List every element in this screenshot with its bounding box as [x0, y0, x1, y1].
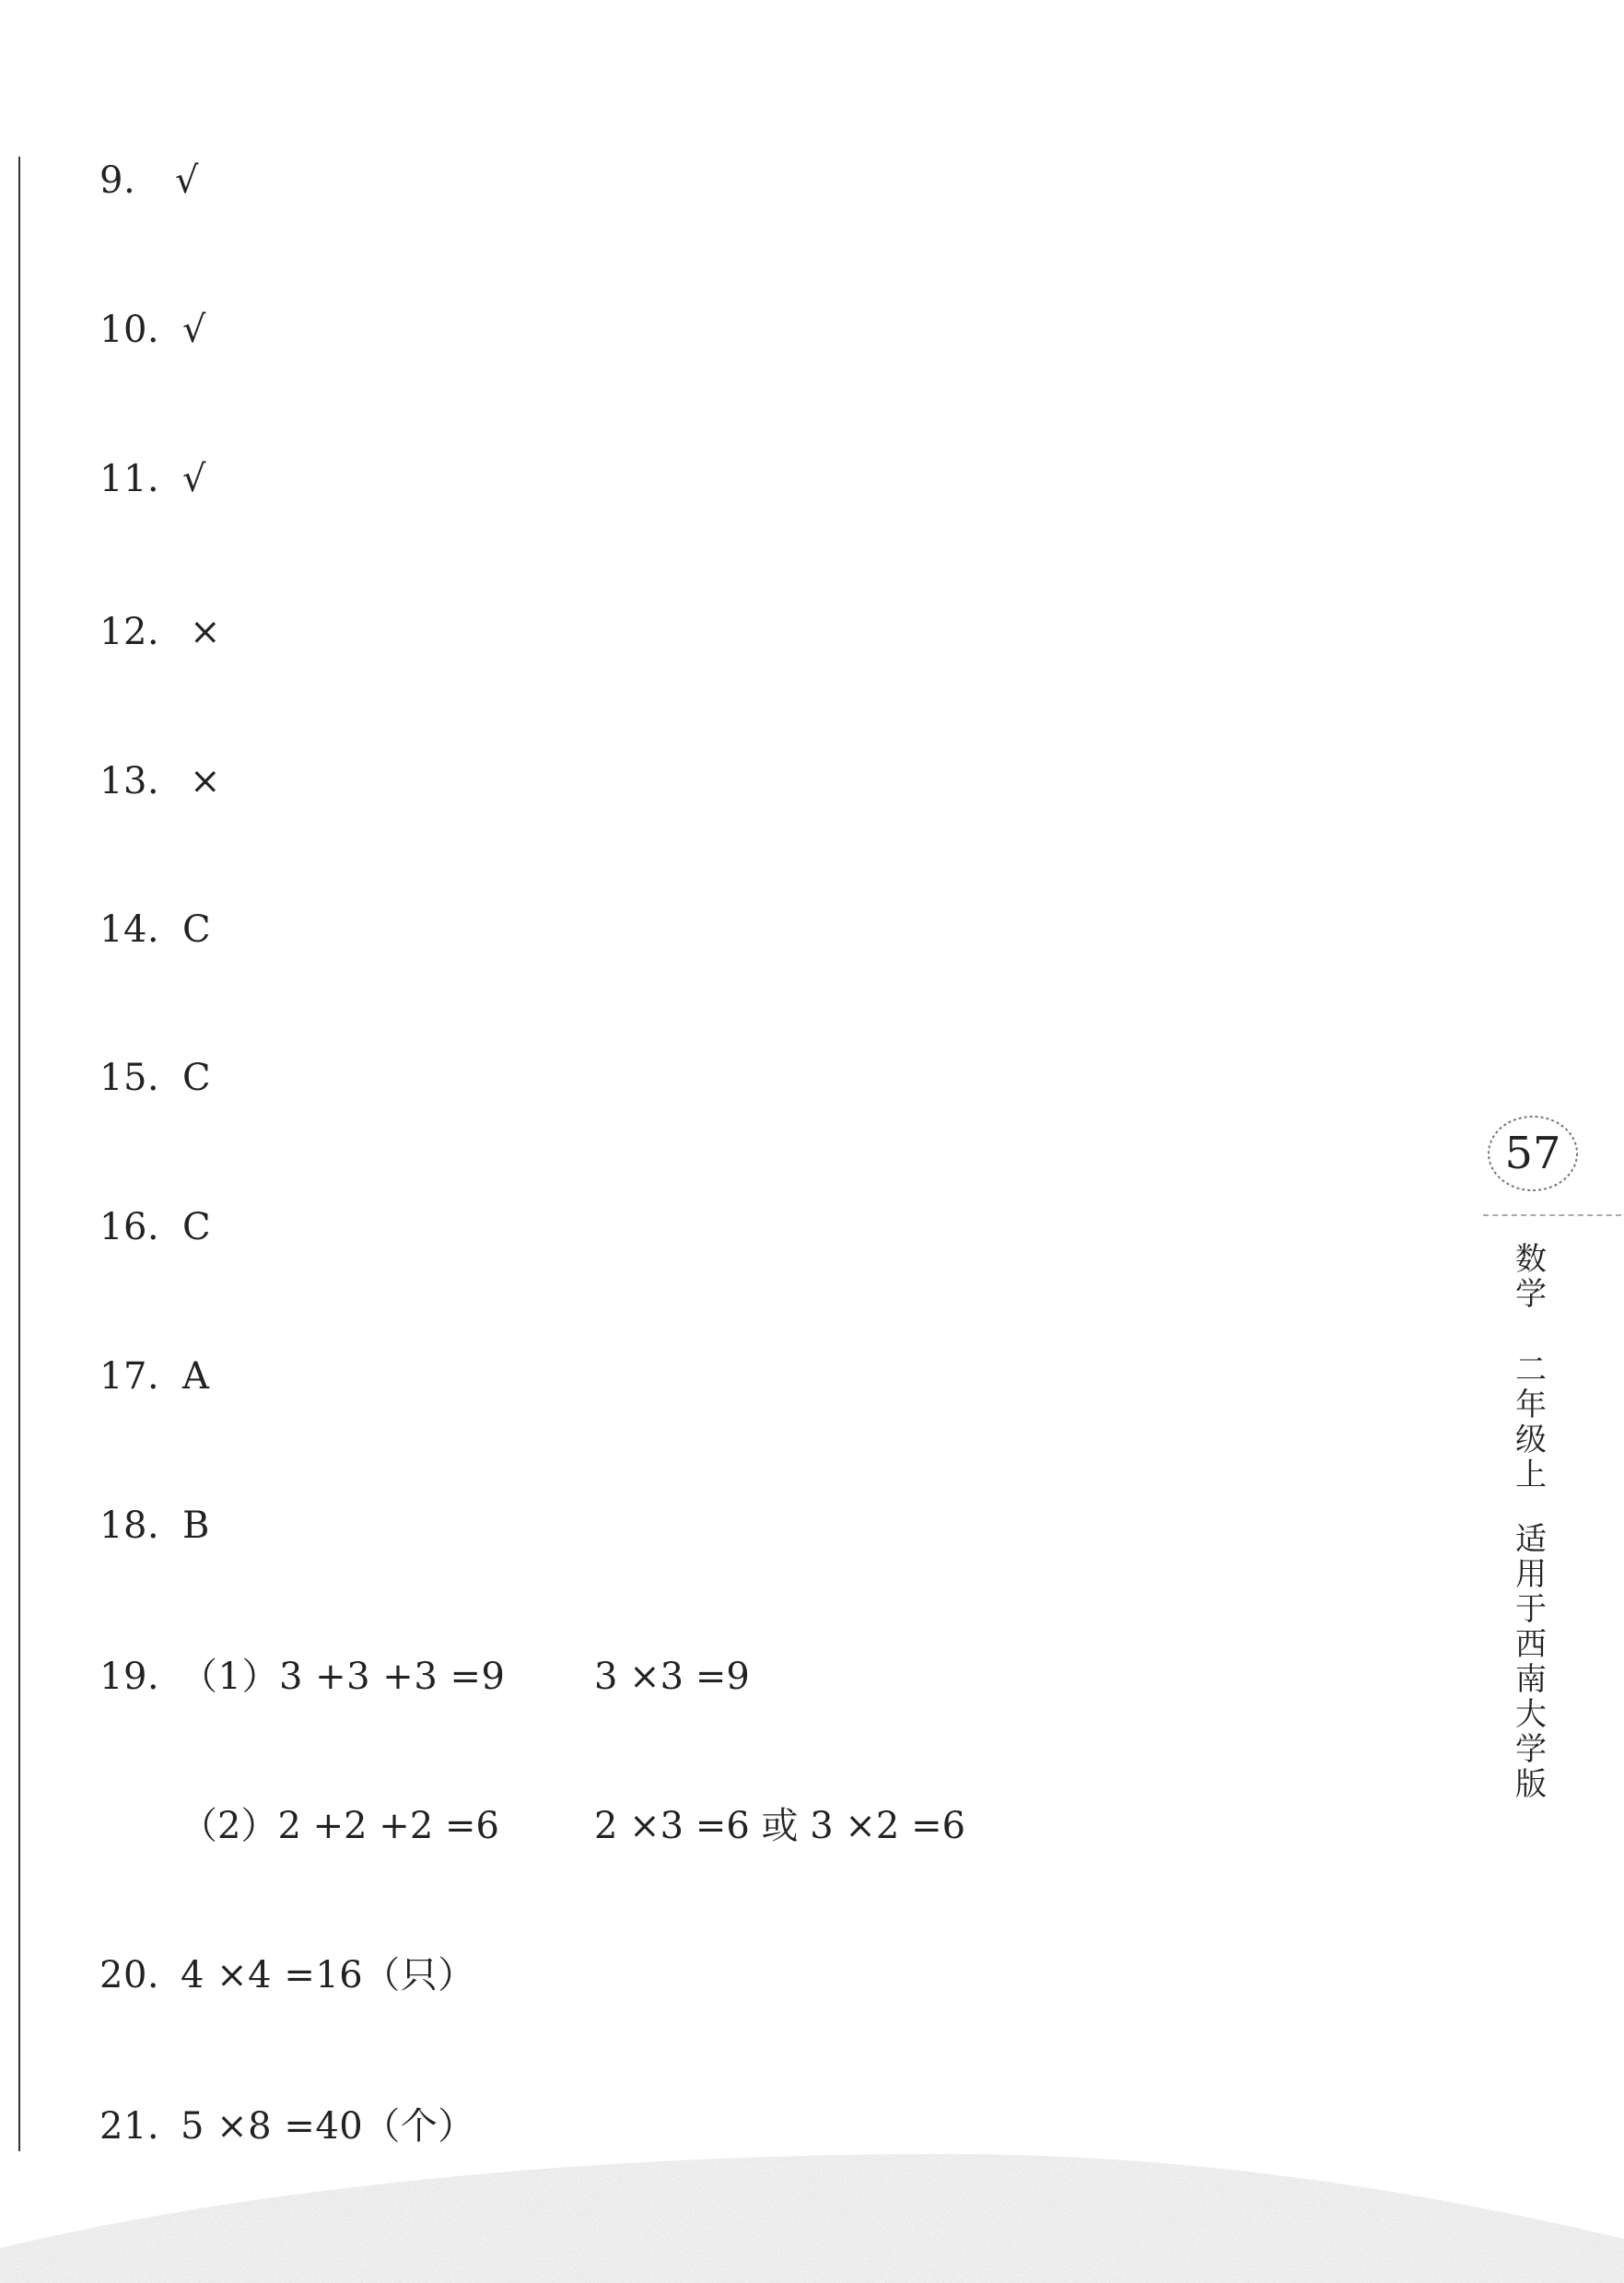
addition-equation: 3 +3 +3 =9: [278, 1656, 506, 1698]
question-number: 9.: [99, 159, 136, 202]
answer-item-16: [99, 1205, 211, 1249]
question-number: 19.: [99, 1656, 160, 1698]
answer-item-15: [99, 1056, 211, 1100]
answer-text: C: [182, 908, 212, 951]
answer-item-20: [99, 1953, 475, 1997]
answer-text: A: [182, 1355, 210, 1398]
answer-text: C: [182, 1206, 212, 1248]
edition-label: 适 用 于 西 南 大 学 版: [1515, 1521, 1547, 1803]
answer-item-12: [99, 610, 221, 654]
answer-text: 5 ×8 =40（个）: [181, 2105, 475, 2148]
answer-item-19-part2: [181, 1804, 499, 1848]
grade-label: 二 年 级 上: [1515, 1352, 1547, 1493]
question-number: 20.: [99, 1954, 160, 1996]
answer-item-19-part1: [99, 1655, 505, 1699]
question-number: 18.: [99, 1504, 160, 1547]
decorative-speckle-band: [0, 2137, 1624, 2283]
question-number: 12.: [99, 611, 160, 653]
answer-text: ×: [190, 611, 222, 653]
question-number: 17.: [99, 1355, 160, 1398]
question-number: 14.: [99, 908, 160, 951]
answer-item-18: [99, 1504, 210, 1548]
answer-text: 4 ×4 =16（只）: [181, 1954, 475, 1996]
answer-item-11: [99, 457, 206, 501]
answer-text: B: [182, 1504, 210, 1547]
addition-equation: 2 +2 +2 =6: [277, 1805, 499, 1847]
margin-divider: [1483, 1214, 1621, 1216]
subject-label: 数 学: [1515, 1241, 1547, 1313]
answer-text: √: [175, 159, 199, 202]
left-margin-rule: [18, 157, 20, 2151]
question-number: 21.: [99, 2105, 160, 2148]
answer-item-10: [99, 308, 206, 352]
part-label: （1）: [181, 1656, 279, 1698]
multiplication-equation-2: 2 ×3 =6 或 3 ×2 =6: [594, 1805, 966, 1847]
question-number: 15.: [99, 1057, 160, 1099]
answer-item-9: [99, 158, 199, 203]
answer-item-13: [99, 759, 221, 803]
answer-item-14: [99, 907, 211, 952]
question-number: 11.: [99, 458, 160, 500]
answer-text: ×: [190, 760, 222, 802]
part-label: （2）: [181, 1805, 278, 1847]
answer-text: √: [182, 309, 206, 351]
page-number: 57: [1504, 1128, 1561, 1179]
question-number: 16.: [99, 1206, 160, 1248]
answer-item-17: [99, 1354, 209, 1399]
page-number-badge: [1485, 1113, 1581, 1194]
answer-text: √: [182, 458, 206, 500]
question-number: 10.: [99, 309, 160, 351]
answer-text: C: [182, 1057, 212, 1099]
question-number: 13.: [99, 760, 160, 802]
multiplication-equation-1: 3 ×3 =9: [594, 1656, 750, 1698]
